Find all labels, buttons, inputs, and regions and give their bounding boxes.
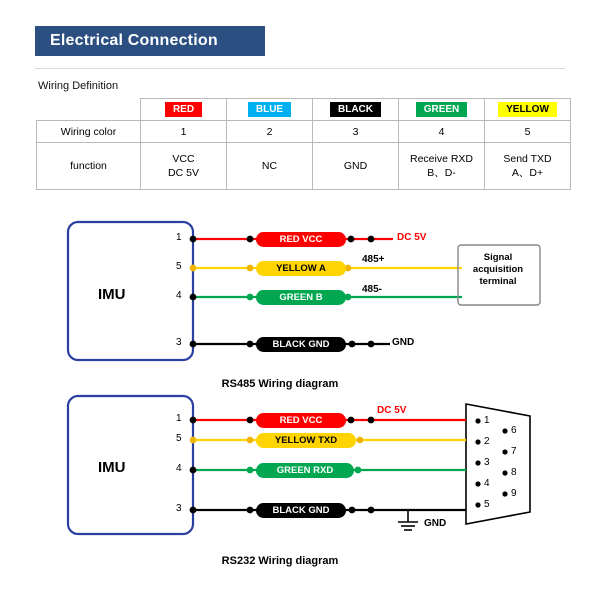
pin-label-rs485-5: 5	[176, 261, 182, 272]
node-dot	[348, 417, 355, 424]
pin-label-rs485-4: 4	[176, 290, 182, 301]
func-2-line1: NC	[261, 160, 278, 172]
color-chip-green: GREEN	[416, 102, 468, 117]
imu-box-rs485	[68, 222, 193, 360]
db9-pin-dot	[475, 502, 480, 507]
node-dot	[190, 437, 197, 444]
table-caption: Wiring Definition	[38, 80, 119, 92]
db9-pin-dot	[502, 491, 507, 496]
wire-pill-black-rs485: BLACK GND	[256, 337, 346, 352]
page-title: Electrical Connection	[50, 32, 218, 49]
node-dot	[348, 236, 355, 243]
node-dot	[247, 341, 254, 348]
label-gnd-rs485: GND	[392, 337, 415, 348]
func-1-line1: VCC	[172, 153, 195, 165]
func-3-line1: GND	[343, 160, 368, 172]
func-5-line1: Send TXD	[503, 153, 552, 165]
db9-pin-dot	[475, 418, 480, 423]
wire-pill-yellow-rs232: YELLOW TXD	[256, 433, 356, 448]
db9-pin-dot	[475, 460, 480, 465]
node-dot	[190, 265, 197, 272]
db9-pin-6: 6	[511, 425, 517, 436]
imu-label-rs232: IMU	[98, 459, 126, 476]
db9-pin-4: 4	[484, 478, 490, 489]
db9-pin-dot	[475, 439, 480, 444]
row-label-function: function	[37, 143, 141, 190]
row-label-wiring-color: Wiring color	[37, 121, 141, 143]
node-dot	[247, 467, 254, 474]
label-485plus: 485+	[362, 254, 385, 265]
db9-pin-1: 1	[484, 415, 490, 426]
db9-pin-8: 8	[511, 467, 517, 478]
node-dot	[349, 507, 356, 514]
pin-label-rs232-1: 1	[176, 413, 182, 424]
table-cell-num-2: 2	[227, 121, 313, 143]
node-dot	[247, 507, 254, 514]
db9-pin-dot	[502, 428, 507, 433]
db9-pin-9: 9	[511, 488, 517, 499]
wire-pill-black-rs232: BLACK GND	[256, 503, 346, 518]
db9-pin-7: 7	[511, 446, 517, 457]
wire-pill-red-rs232: RED VCC	[256, 413, 346, 428]
signal-terminal-label: Signal acquisition terminal	[472, 252, 524, 287]
pin-label-rs232-5: 5	[176, 433, 182, 444]
color-chip-yellow: YELLOW	[498, 102, 557, 117]
pin-label-rs232-4: 4	[176, 463, 182, 474]
db9-pin-2: 2	[484, 436, 490, 447]
table-cell-num-1: 1	[141, 121, 227, 143]
db9-pin-dot	[502, 449, 507, 454]
label-dc5v-rs485: DC 5V	[397, 232, 427, 243]
imu-box-rs232	[68, 396, 193, 534]
imu-label-rs485: IMU	[98, 286, 126, 303]
db9-pin-dot	[475, 481, 480, 486]
func-4-line2: B、D-	[427, 167, 456, 179]
node-dot	[355, 467, 362, 474]
node-dot	[368, 417, 375, 424]
node-dot	[190, 417, 197, 424]
wire-pill-red-rs485: RED VCC	[256, 232, 346, 247]
node-dot	[190, 236, 197, 243]
label-gnd-rs232: GND	[424, 518, 447, 529]
func-4-line1: Receive RXD	[409, 153, 474, 165]
node-dot	[247, 294, 254, 301]
node-dot	[247, 265, 254, 272]
pin-label-rs485-1: 1	[176, 232, 182, 243]
color-chip-red: RED	[165, 102, 202, 117]
table-cell-num-3: 3	[313, 121, 399, 143]
color-chip-black: BLACK	[330, 102, 381, 117]
pin-label-rs485-3: 3	[176, 337, 182, 348]
node-dot	[190, 507, 197, 514]
wire-pill-green-rs232: GREEN RXD	[256, 463, 354, 478]
node-dot	[247, 417, 254, 424]
node-dot	[190, 467, 197, 474]
label-dc5v-rs232: DC 5V	[377, 405, 407, 416]
db9-pin-dot	[502, 470, 507, 475]
table-cell-num-4: 4	[399, 121, 485, 143]
node-dot	[190, 341, 197, 348]
node-dot	[247, 236, 254, 243]
node-dot	[357, 437, 364, 444]
caption-rs232: RS232 Wiring diagram	[221, 555, 339, 567]
func-1-line2: DC 5V	[168, 167, 199, 179]
node-dot	[190, 294, 197, 301]
color-chip-blue: BLUE	[248, 102, 291, 117]
node-dot	[247, 437, 254, 444]
wire-pill-green-rs485: GREEN B	[256, 290, 346, 305]
pin-label-rs232-3: 3	[176, 503, 182, 514]
db9-pin-3: 3	[484, 457, 490, 468]
func-5-line2: A、D+	[511, 167, 544, 179]
node-dot	[368, 507, 375, 514]
label-485minus: 485-	[362, 284, 383, 295]
node-dot	[368, 341, 375, 348]
node-dot	[368, 236, 375, 243]
wire-pill-yellow-rs485: YELLOW A	[256, 261, 346, 276]
node-dot	[349, 341, 356, 348]
caption-rs485: RS485 Wiring diagram	[221, 378, 339, 390]
db9-pin-5: 5	[484, 499, 490, 510]
table-cell-num-5: 5	[485, 121, 571, 143]
